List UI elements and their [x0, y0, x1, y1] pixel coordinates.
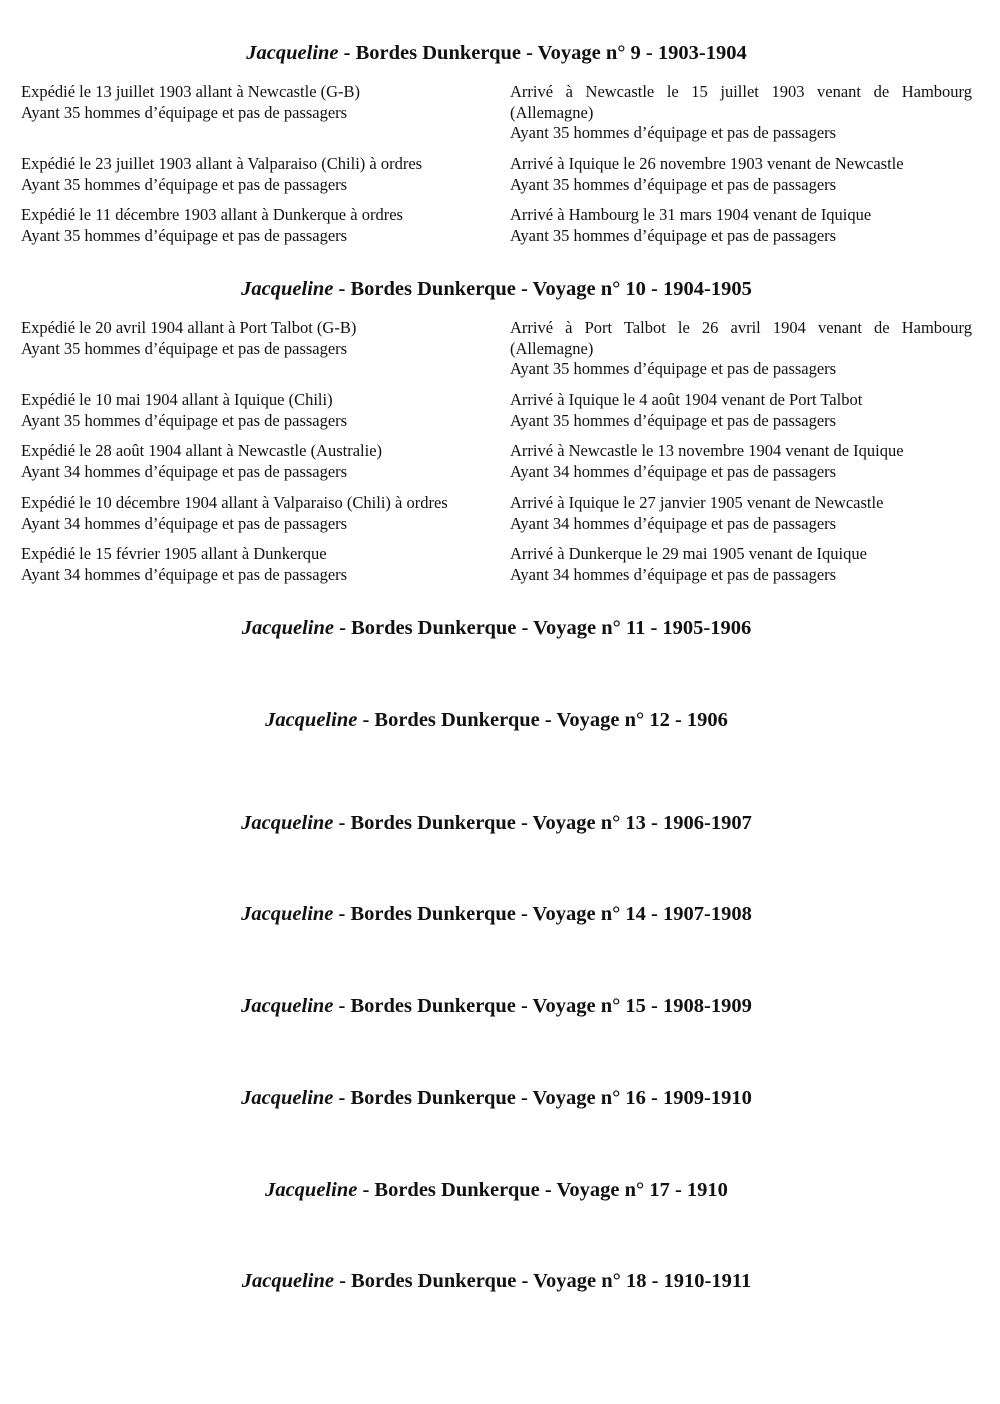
- arrival-entry: [510, 544, 972, 585]
- voyage-10-title: [0, 276, 993, 302]
- voyage-16-title: [0, 1085, 993, 1111]
- arrival-text: Arrivé à Port Talbot le 26 avril 1904 venant de Hambourg (Allemagne): [510, 318, 972, 358]
- crew-text: Ayant 35 hommes d’équipage et pas de passagers: [510, 225, 837, 245]
- departure-text: Expédié le 11 décembre 1903 allant à Dunkerque à ordres: [21, 205, 403, 224]
- voyage-heading: - Bordes Dunkerque - Voyage n° 10 - 1904-1905: [333, 278, 752, 300]
- crew-text: Ayant 34 hommes d’équipage et pas de passagers: [21, 461, 348, 481]
- departure-entry: [21, 390, 491, 431]
- departure-text: Expédié le 10 mai 1904 allant à Iquique (Chili): [21, 390, 333, 409]
- crew-text: Ayant 35 hommes d’équipage et pas de passagers: [510, 174, 837, 194]
- ship-name: Jacqueline: [241, 1270, 334, 1292]
- crew-text: Ayant 35 hommes d’équipage et pas de passagers: [21, 410, 348, 430]
- departure-entry: [21, 441, 491, 482]
- arrival-entry: [510, 493, 972, 534]
- voyage-heading: - Bordes Dunkerque - Voyage n° 12 - 1906: [357, 709, 728, 731]
- ship-name: Jacqueline: [241, 995, 334, 1017]
- ship-name: Jacqueline: [241, 1087, 334, 1109]
- arrival-text: Arrivé à Iquique le 4 août 1904 venant de Port Talbot: [510, 390, 863, 409]
- departure-entry: [21, 318, 491, 359]
- arrival-text: Arrivé à Dunkerque le 29 mai 1905 venant de Iquique: [510, 544, 867, 563]
- ship-name: Jacqueline: [241, 278, 334, 300]
- crew-text: Ayant 35 hommes d’équipage et pas de passagers: [510, 359, 837, 378]
- crew-text: Ayant 34 hommes d’équipage et pas de passagers: [21, 564, 348, 584]
- ship-name: Jacqueline: [241, 617, 334, 639]
- departure-text: Expédié le 20 avril 1904 allant à Port Talbot (G-B): [21, 318, 357, 337]
- departure-entry: [21, 82, 491, 123]
- arrival-entry: [510, 82, 972, 144]
- arrival-text: Arrivé à Newcastle le 13 novembre 1904 venant de Iquique: [510, 441, 904, 460]
- arrival-entry: [510, 441, 972, 482]
- departure-text: Expédié le 13 juillet 1903 allant à Newcastle (G-B): [21, 82, 361, 101]
- crew-text: Ayant 35 hommes d’équipage et pas de passagers: [510, 410, 837, 430]
- departure-text: Expédié le 15 février 1905 allant à Dunkerque: [21, 544, 327, 563]
- departure-entry: [21, 493, 491, 534]
- voyage-13-title: [0, 810, 993, 836]
- departure-entry: [21, 544, 491, 585]
- ship-name: Jacqueline: [241, 812, 334, 834]
- crew-text: Ayant 35 hommes d’équipage et pas de passagers: [21, 174, 348, 194]
- departure-text: Expédié le 10 décembre 1904 allant à Valparaiso (Chili) à ordres: [21, 493, 448, 512]
- voyage-heading: - Bordes Dunkerque - Voyage n° 18 - 1910-1911: [333, 1270, 752, 1292]
- voyage-11-title: [0, 615, 993, 641]
- ship-name: Jacqueline: [265, 709, 358, 731]
- ship-name: Jacqueline: [241, 903, 334, 925]
- departure-text: Expédié le 23 juillet 1903 allant à Valparaiso (Chili) à ordres: [21, 154, 423, 173]
- voyage-18-title: [0, 1268, 993, 1294]
- voyage-heading: - Bordes Dunkerque - Voyage n° 13 - 1906-1907: [333, 812, 752, 834]
- arrival-entry: [510, 154, 972, 195]
- crew-text: Ayant 35 hommes d’équipage et pas de passagers: [21, 338, 348, 358]
- arrival-text: Arrivé à Hambourg le 31 mars 1904 venant de Iquique: [510, 205, 872, 224]
- voyage-heading: - Bordes Dunkerque - Voyage n° 14 - 1907-1908: [333, 903, 752, 925]
- crew-text: Ayant 34 hommes d’équipage et pas de passagers: [21, 513, 348, 533]
- voyage-heading: - Bordes Dunkerque - Voyage n° 11 - 1905-1906: [333, 617, 752, 639]
- crew-text: Ayant 35 hommes d’équipage et pas de passagers: [510, 123, 837, 142]
- ship-name: Jacqueline: [246, 42, 339, 64]
- arrival-text: Arrivé à Iquique le 27 janvier 1905 venant de Newcastle: [510, 493, 884, 512]
- crew-text: Ayant 34 hommes d’équipage et pas de passagers: [510, 513, 837, 533]
- voyage-heading: - Bordes Dunkerque - Voyage n° 9 - 1903-1904: [338, 42, 747, 64]
- voyage-heading: - Bordes Dunkerque - Voyage n° 15 - 1908-1909: [333, 995, 752, 1017]
- crew-text: Ayant 35 hommes d’équipage et pas de passagers: [21, 225, 348, 245]
- arrival-text: Arrivé à Newcastle le 15 juillet 1903 venant de Hambourg (Allemagne): [510, 82, 972, 122]
- ship-name: Jacqueline: [265, 1179, 358, 1201]
- crew-text: Ayant 34 hommes d’équipage et pas de passagers: [510, 461, 837, 481]
- departure-text: Expédié le 28 août 1904 allant à Newcastle (Australie): [21, 441, 383, 460]
- voyage-12-title: [0, 707, 993, 733]
- arrival-text: Arrivé à Iquique le 26 novembre 1903 venant de Newcastle: [510, 154, 904, 173]
- arrival-entry: [510, 318, 972, 380]
- voyage-15-title: [0, 993, 993, 1019]
- crew-text: Ayant 35 hommes d’équipage et pas de passagers: [21, 102, 348, 122]
- arrival-entry: [510, 390, 972, 431]
- departure-entry: [21, 205, 491, 246]
- departure-entry: [21, 154, 491, 195]
- arrival-entry: [510, 205, 972, 246]
- voyage-14-title: [0, 901, 993, 927]
- voyage-heading: - Bordes Dunkerque - Voyage n° 16 - 1909-1910: [333, 1087, 752, 1109]
- crew-text: Ayant 34 hommes d’équipage et pas de passagers: [510, 564, 837, 584]
- voyage-9-title: [0, 40, 993, 66]
- voyage-heading: - Bordes Dunkerque - Voyage n° 17 - 1910: [357, 1179, 728, 1201]
- voyage-17-title: [0, 1177, 993, 1203]
